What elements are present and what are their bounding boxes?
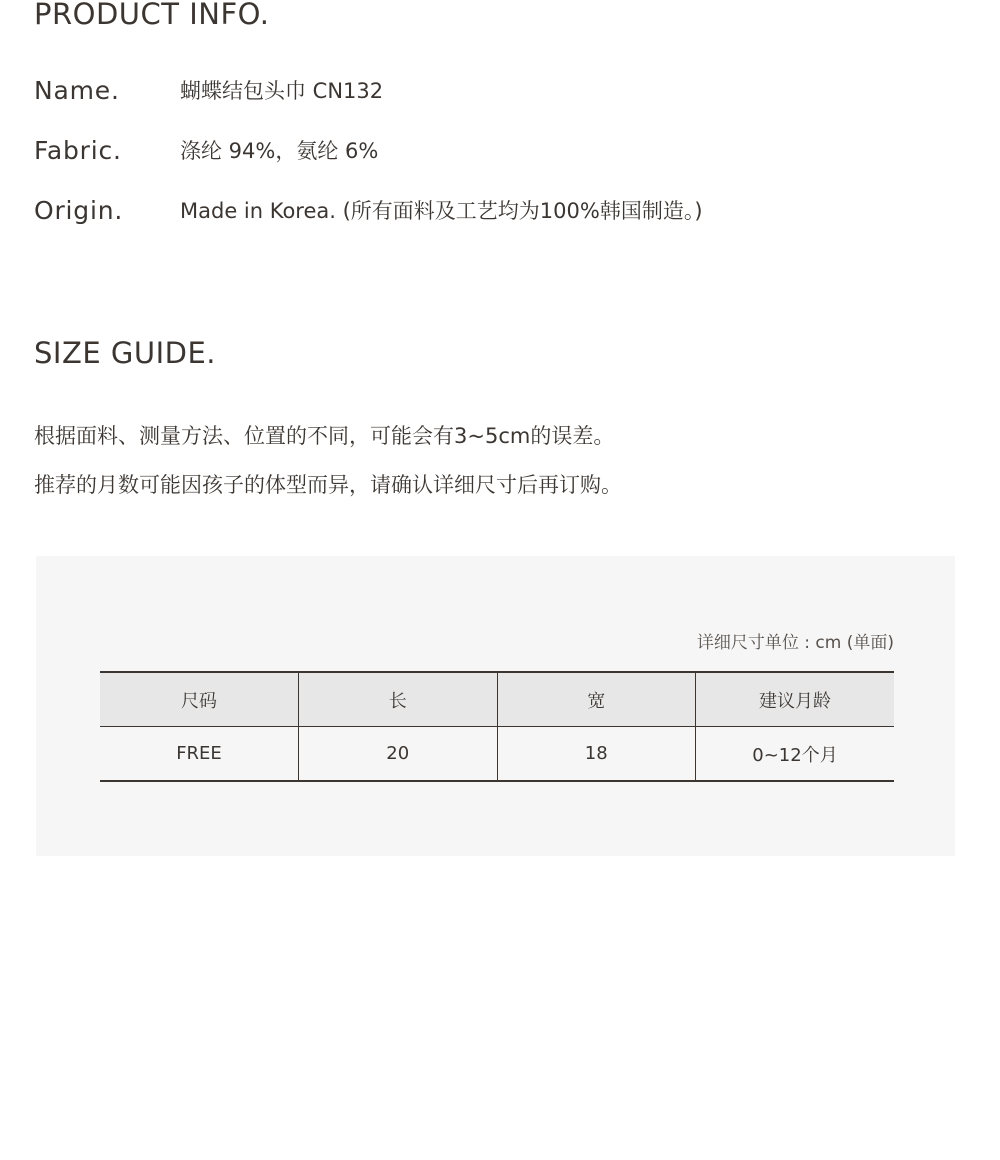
size-guide-note-recommendation: 推荐的月数可能因孩子的体型而异，请确认详细尺寸后再订购。 [34,473,622,497]
header-recommended-age: 建议月龄 [696,672,895,727]
origin-value: Made in Korea. (所有面料及工艺均为100%韩国制造。) [180,199,703,223]
header-length: 长 [299,672,498,727]
name-label: Name. [34,75,120,105]
info-row-fabric [34,130,378,170]
cell-size: FREE [176,743,222,764]
fabric-label: Fabric. [34,135,122,165]
info-row-name [34,70,383,110]
header-size: 尺码 [181,690,217,712]
size-guide-title: SIZE GUIDE. [34,336,216,370]
size-table-header-row [100,672,894,727]
product-info-title: PRODUCT INFO. [34,0,270,31]
size-table-panel [36,556,955,856]
header-width: 宽 [497,672,696,727]
fabric-value: 涤纶 94%，氨纶 6% [180,139,379,163]
cell-width: 18 [497,727,696,782]
cell-recommended-age: 0~12个月 [696,727,895,782]
name-value: 蝴蝶结包头巾 CN132 [180,79,384,103]
size-guide-note-error: 根据面料、测量方法、位置的不同，可能会有3~5cm的误差。 [34,424,615,448]
origin-label: Origin. [34,195,124,225]
cell-length: 20 [299,727,498,782]
unit-note: 详细尺寸单位 : cm (单面) [696,633,894,653]
size-table [100,671,894,782]
table-row [100,727,894,782]
info-row-origin [34,190,703,230]
